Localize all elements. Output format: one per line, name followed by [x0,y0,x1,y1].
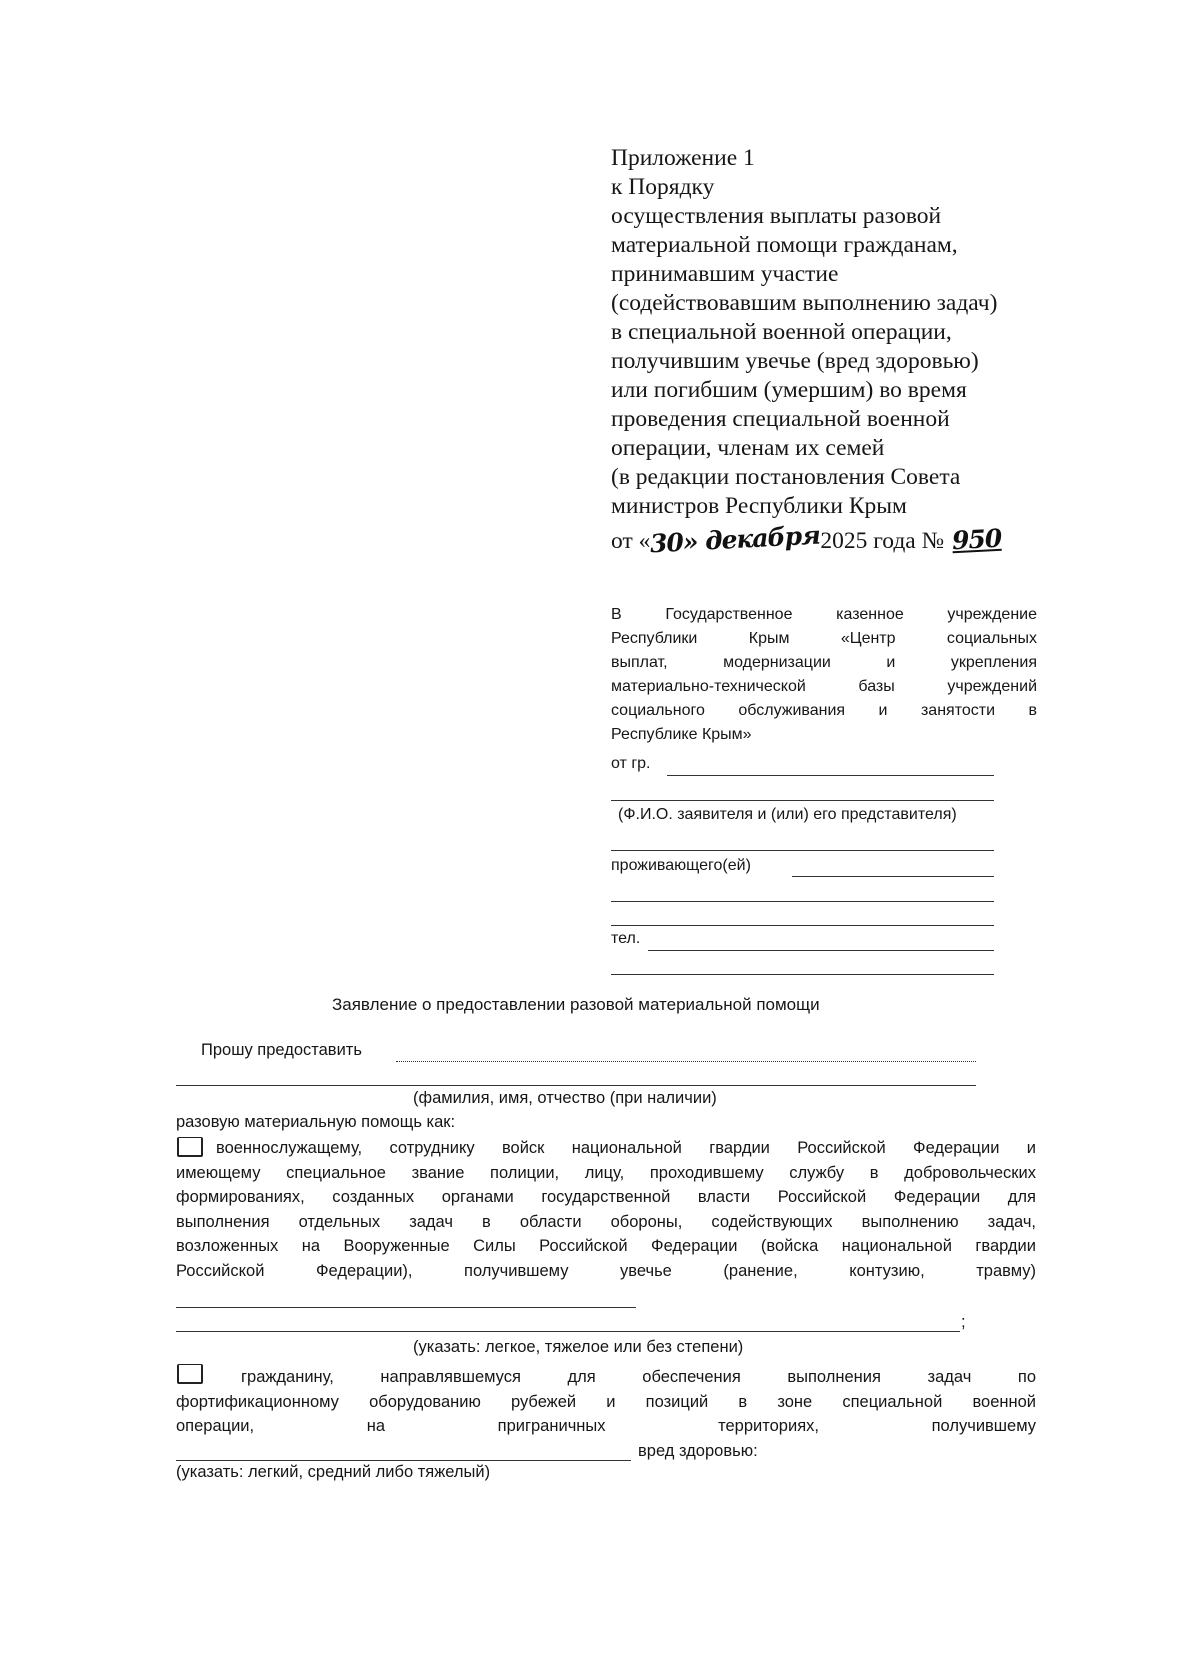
annex-line: (содействовавшим выполнению задач) [611,290,998,316]
fio-caption: (Ф.И.О. заявителя и (или) его представителя) [618,806,957,823]
option2-text [176,1365,1036,1439]
addressee-block [611,603,1037,747]
application-title: Заявление о предоставлении разовой материальной помощи [332,995,820,1014]
name-caption: (фамилия, имя, отчество (при наличии) [413,1089,717,1107]
option1-line: военнослужащему, сотруднику войск национальной гвардии Российской Федерации и [216,1139,1036,1157]
annex-line: министров Республики Крым [611,493,907,519]
from-label: от гр. [611,755,651,772]
name-line-2 [176,1085,976,1086]
annex-line: материальной помощи гражданам, [611,232,958,258]
annex-line: или погибшим (умершим) во время [611,377,967,403]
date-year: 2025 года № [820,528,944,554]
fio-line-3 [611,850,994,851]
semicolon: ; [961,1313,966,1331]
option2-line: фортификационному оборудованию рубежей и позиций в зоне специальной военной [176,1392,1036,1411]
extra-line [611,974,994,975]
annex-line: (в редакции постановления Совета [611,464,961,490]
purpose-label: разовую материальную помощь как: [176,1113,456,1131]
addressee-line: Республики Крым «Центр социальных [611,630,1037,647]
addressee-line: Республике Крым» [611,726,752,743]
injury-line-1 [176,1307,636,1308]
option1-line: формированиях, созданных органами государственной власти Российской Федерации для [176,1188,1036,1206]
handwritten-date: 30» декабря [649,520,821,559]
option1-line: имеющему специальное звание полиции, лицу, проходившему службу в добровольческих [176,1163,1036,1182]
date-prefix: от « [611,528,651,554]
addressee-line: В Государственное казенное учреждение [611,606,1037,623]
option1-line: выполнения отдельных задач в области обороны, содействующих выполнению задач, [176,1212,1036,1231]
addressee-line: материально-технической базы учреждений [611,678,1037,695]
address-line-2 [611,901,994,902]
residing-label: проживающего(ей) [611,857,751,874]
fio-line-2 [611,800,994,801]
annex-header [611,144,1081,559]
annex-line: Приложение 1 [611,145,755,171]
address-line-1 [792,876,994,877]
annex-line: осуществления выплаты разовой [611,203,942,229]
handwritten-number: 950 [951,523,1002,556]
harm-label: вред здоровью: [638,1442,758,1460]
annex-line: проведения специальной военной [611,406,950,432]
addressee-line: социального обслуживания и занятости в [611,702,1037,719]
injury-line-2 [176,1331,960,1332]
option1-text [176,1136,1036,1283]
name-line-1 [396,1061,976,1062]
annex-date-line [611,520,1081,559]
annex-line: операции, членам их семей [611,435,885,461]
fio-line-1 [667,775,994,776]
request-label: Прошу предоставить [201,1041,362,1059]
option2-line: операции, на приграничных территориях, получившему [176,1417,1036,1435]
annex-line: в специальной военной операции, [611,319,952,345]
phone-line [648,950,994,951]
harm-line [176,1460,631,1461]
option2-line: гражданину, направлявшемуся для обеспечения выполнения задач по [241,1368,1036,1386]
annex-line: получившим увечье (вред здоровью) [611,348,979,374]
addressee-line: выплат, модернизации и укрепления [611,654,1037,671]
option1-caption: (указать: легкое, тяжелое или без степени) [413,1338,744,1356]
phone-label: тел. [611,930,641,947]
option1-line: возложенных на Вооруженные Силы Российской Федерации (войска национальной гвардии [176,1237,1036,1255]
annex-line: к Порядку [611,174,715,200]
annex-line: принимавшим участие [611,261,839,287]
option2-caption: (указать: легкий, средний либо тяжелый) [176,1463,491,1481]
option1-line: Российской Федерации), получившему увечье (ранение, контузию, травму) [176,1261,1036,1280]
address-line-3 [611,925,994,926]
